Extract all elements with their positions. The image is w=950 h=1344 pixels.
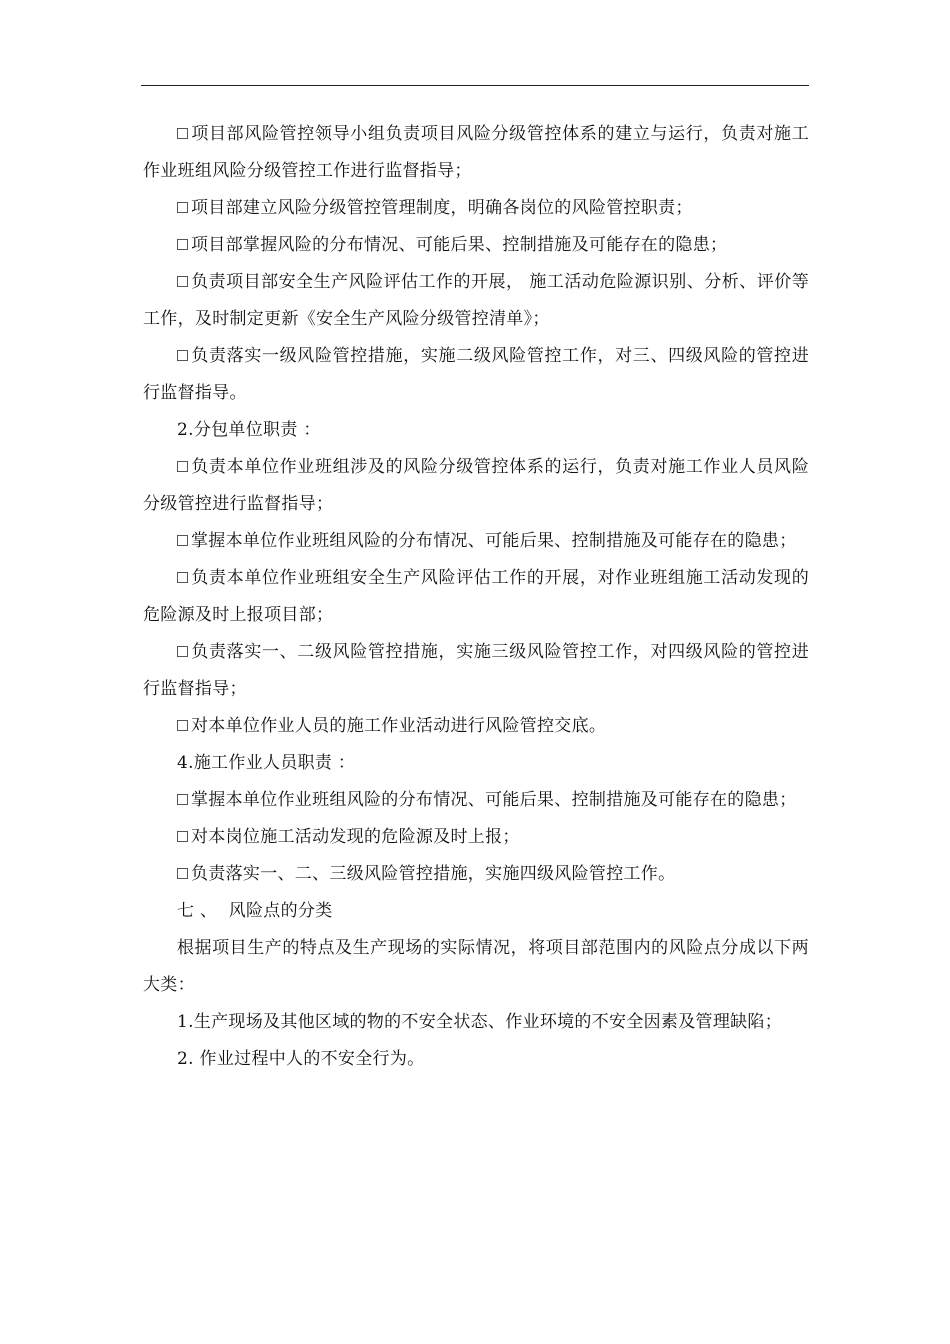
paragraph xyxy=(143,449,809,523)
paragraph xyxy=(143,227,809,264)
paragraph-text: 项目部掌握风险的分布情况、可能后果、控制措施及可能存在的隐患； xyxy=(191,235,728,255)
paragraph xyxy=(143,930,809,1004)
empty-box-icon xyxy=(177,239,188,250)
paragraph-text: 负责落实一级风险管控措施，实施二级风险管控工作，对三、四级风险的管控进行监督指导。 xyxy=(143,346,809,403)
paragraph-text: 负责本单位作业班组安全生产风险评估工作的开展，对作业班组施工活动发现的危险源及时上报项目部； xyxy=(143,568,809,625)
empty-box-icon xyxy=(177,572,188,583)
paragraph xyxy=(143,190,809,227)
paragraph-text: 对本单位作业人员的施工作业活动进行风险管控交底。 xyxy=(191,716,607,736)
paragraph-text: 掌握本单位作业班组风险的分布情况、可能后果、控制措施及可能存在的隐患； xyxy=(191,531,797,551)
empty-box-icon xyxy=(177,720,188,731)
paragraph-text: 负责落实一、二级风险管控措施，实施三级风险管控工作，对四级风险的管控进行监督指导； xyxy=(143,642,809,699)
paragraph xyxy=(143,782,809,819)
paragraph-text: 对本岗位施工活动发现的危险源及时上报； xyxy=(191,827,520,847)
empty-box-icon xyxy=(177,535,188,546)
paragraph xyxy=(143,116,809,190)
paragraph xyxy=(143,1004,809,1041)
empty-box-icon xyxy=(177,202,188,213)
paragraph-text: 项目部风险管控领导小组负责项目风险分级管控体系的建立与运行，负责对施工作业班组风险分级管控工作进行监督指导； xyxy=(143,124,809,181)
empty-box-icon xyxy=(177,461,188,472)
paragraph xyxy=(143,338,809,412)
empty-box-icon xyxy=(177,350,188,361)
section-heading xyxy=(143,412,809,449)
paragraph xyxy=(143,634,809,708)
paragraph-text: 负责本单位作业班组涉及的风险分级管控体系的运行，负责对施工作业人员风险分级管控进行监督指导； xyxy=(143,457,809,514)
body-text xyxy=(143,116,809,1078)
paragraph-text: 2. 作业过程中人的不安全行为。 xyxy=(177,1049,425,1069)
empty-box-icon xyxy=(177,646,188,657)
paragraph-text: 项目部建立风险分级管控管理制度，明确各岗位的风险管控职责； xyxy=(191,198,693,218)
paragraph xyxy=(143,1041,809,1078)
section-heading-text: 七 、 风险点的分类 xyxy=(177,901,333,921)
section-heading-text: 2.分包单位职责 ： xyxy=(177,420,321,440)
header-rule xyxy=(141,85,809,86)
paragraph xyxy=(143,856,809,893)
empty-box-icon xyxy=(177,831,188,842)
paragraph xyxy=(143,708,809,745)
section-heading xyxy=(143,893,809,930)
paragraph-text: 掌握本单位作业班组风险的分布情况、可能后果、控制措施及可能存在的隐患； xyxy=(191,790,797,810)
empty-box-icon xyxy=(177,128,188,139)
paragraph-text: 负责落实一、二、三级风险管控措施，实施四级风险管控工作。 xyxy=(191,864,676,884)
section-heading-text: 4.施工作业人员职责 ： xyxy=(177,753,356,773)
paragraph-text: 根据项目生产的特点及生产现场的实际情况，将项目部范围内的风险点分成以下两大类： xyxy=(143,938,809,995)
section-heading xyxy=(143,745,809,782)
paragraph xyxy=(143,819,809,856)
empty-box-icon xyxy=(177,868,188,879)
paragraph xyxy=(143,264,809,338)
empty-box-icon xyxy=(177,794,188,805)
paragraph xyxy=(143,560,809,634)
paragraph-text: 负责项目部安全生产风险评估工作的开展， 施工活动危险源识别、分析、评价等工作，及时制定更新《安全生产风险分级管控清单》； xyxy=(143,272,809,329)
empty-box-icon xyxy=(177,276,188,287)
paragraph-text: 1.生产现场及其他区域的物的不安全状态、作业环境的不安全因素及管理缺陷； xyxy=(177,1012,783,1032)
paragraph xyxy=(143,523,809,560)
